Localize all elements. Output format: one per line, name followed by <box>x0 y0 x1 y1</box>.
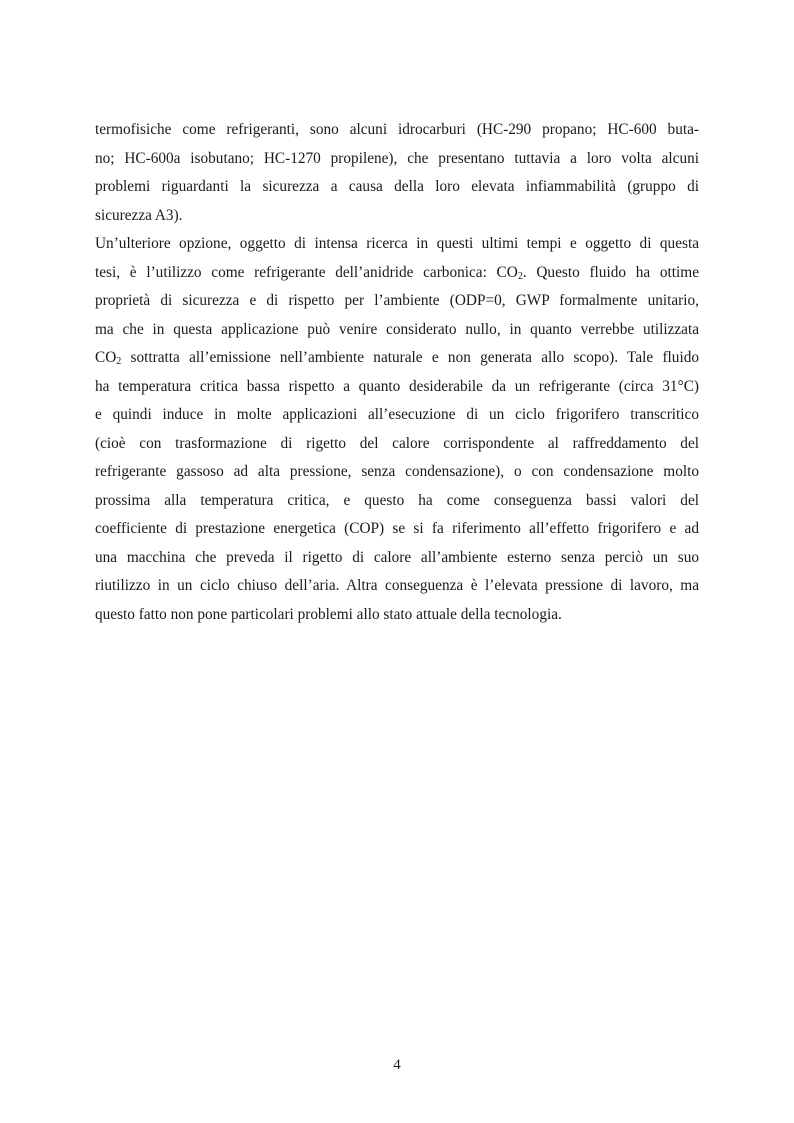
text-line: refrigerante gassoso ad alta pressione, senza condensazione), o con condensazione molto <box>95 463 699 480</box>
subscript: 2 <box>517 270 523 282</box>
text-fragment: tesi, è l’utilizzo come refrigerante dell’anidride carbonica: CO <box>95 263 518 281</box>
text-fragment: CO <box>95 349 117 366</box>
text-line: (cioè con trasformazione di rigetto del calore corrispondente al raffreddamento del <box>95 434 699 452</box>
text-line: e quindi induce in molte applicazioni all’esecuzione di un ciclo frigorifero transcritico <box>95 406 699 423</box>
text-line: prossima alla temperatura critica, e questo ha come conseguenza bassi valori del <box>95 491 699 509</box>
text-line: riutilizzo in un ciclo chiuso dell’aria. Altra conseguenza è l’elevata pressione di lavoro, ma <box>95 577 699 594</box>
text-line: coefficiente di prestazione energetica (COP) se si fa riferimento all’effetto frigorifero e ad <box>95 520 699 537</box>
paragraph-1 <box>95 116 699 230</box>
text-fragment: sottratta all’emissione nell’ambiente naturale e non generata allo scopo). Tale fluido <box>121 349 699 366</box>
text-line: ha temperatura critica bassa rispetto a quanto desiderabile da un refrigerante (circa 31°C) <box>95 377 699 395</box>
text-line: proprietà di sicurezza e di rispetto per l’ambiente (ODP=0, GWP formalmente unitario, <box>95 292 699 309</box>
text-line: termofisiche come refrigeranti, sono alcuni idrocarburi (HC-290 propano; HC-600 buta- <box>95 121 699 138</box>
text-line: sicurezza A3). <box>95 206 183 224</box>
page-body <box>95 116 699 629</box>
text-line: ma che in questa applicazione può venire considerato nullo, in quanto verrebbe utilizzata <box>95 320 699 338</box>
text-line: una macchina che preveda il rigetto di calore all’ambiente esterno senza perciò un suo <box>95 548 699 566</box>
text-line <box>95 344 699 373</box>
text-line: Un’ulteriore opzione, oggetto di intensa ricerca in questi ultimi tempi e oggetto di questa <box>95 235 699 252</box>
text-fragment: . Questo fluido ha ottime <box>522 263 699 281</box>
text-line: questo fatto non pone particolari problemi allo stato attuale della tecnologia. <box>95 605 562 623</box>
text-line: no; HC-600a isobutano; HC-1270 propilene), che presentano tuttavia a loro volta alcuni <box>95 149 699 167</box>
page-number: 4 <box>393 1057 401 1073</box>
subscript: 2 <box>116 356 122 367</box>
paragraph-2 <box>95 230 699 629</box>
text-line: problemi riguardanti la sicurezza a causa della loro elevata infiammabilità (gruppo di <box>95 178 699 195</box>
text-line <box>95 259 699 288</box>
